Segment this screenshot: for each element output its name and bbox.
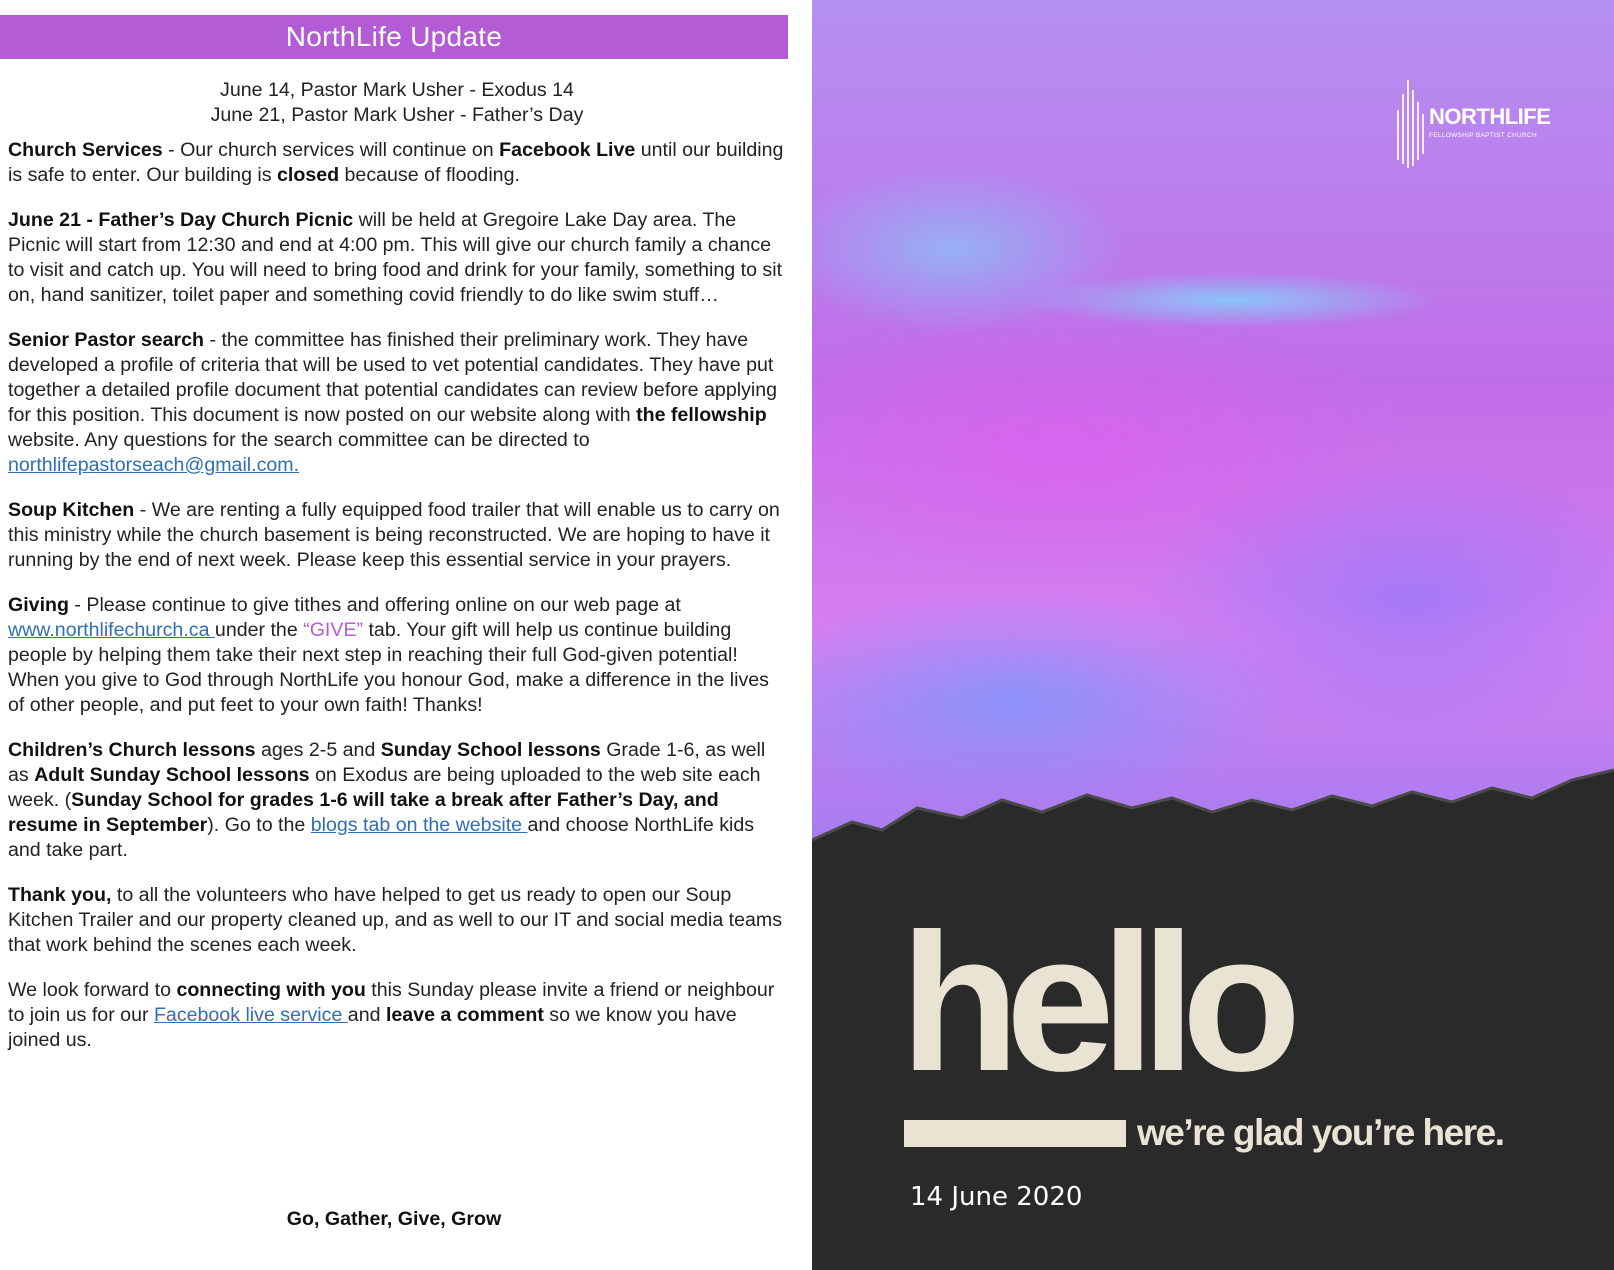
text: tab. Your gift will help us continue building people by helping them take their next step in reaching their full God-given potential! When you give to God through NorthLife you honour God, make a difference in the lives of other people, and put feet to your own faith! Thanks! (8, 619, 769, 716)
giving-paragraph (8, 593, 786, 718)
text: - Our church services will continue on (162, 139, 500, 161)
hello-heading: hello (900, 893, 1288, 1112)
text: - the committee has finished their preliminary work. They have developed a profile of criteria that will be used to vet potential candidates. They have put together a detailed profile document that potential candidates can review before applying for this position. This document is now posted on our website along with (8, 329, 778, 426)
picnic-paragraph (8, 208, 786, 308)
text: website. Any questions for the search committee can be directed to (8, 429, 590, 451)
schedule-line: June 21, Pastor Mark Usher - Father’s Day (210, 104, 584, 126)
text: and choose NorthLife kids and take part. (8, 814, 755, 861)
text: and (347, 1004, 386, 1026)
search-email-link[interactable]: northlifepastorseach@gmail.com. (8, 454, 300, 476)
bulletin-body (8, 78, 786, 1073)
text: Grade 1-6, as well as (8, 739, 766, 786)
logo-subtitle: FELLOWSHIP BAPTIST CHURCH (1429, 132, 1538, 139)
heading: Thank you, (8, 884, 112, 906)
text: ages 2-5 and (255, 739, 381, 761)
sermon-schedule (8, 78, 786, 128)
text: until our building is safe to enter. Our building is (8, 139, 784, 186)
blogs-tab-link[interactable]: blogs tab on the website (310, 814, 528, 836)
motto: Go, Gather, Give, Grow (286, 1208, 502, 1230)
text: will be held at Gregoire Lake Day area. The Picnic will start from 12:30 and end at 4:00 pm. This will give our church family a chance to visit and catch up. You will need to bring food and drink for your family, something to sit on, hand sanitizer, toilet paper and something covid friendly to do like swim stuff… (8, 209, 783, 306)
heading: Soup Kitchen (8, 499, 135, 521)
text: this Sunday please invite a friend or neighbour to join us for our (8, 979, 775, 1026)
church-website-link[interactable]: www.northlifechurch.ca (8, 619, 215, 641)
emphasis: the fellowship (636, 404, 767, 426)
emphasis: Adult Sunday School lessons (34, 764, 310, 786)
facebook-live-link[interactable]: Facebook live service (153, 1004, 348, 1026)
tagline: we’re glad you’re here. (1137, 1112, 1504, 1153)
emphasis: leave a comment (385, 1004, 544, 1026)
emphasis: closed (277, 164, 340, 186)
logo-name: NORTHLIFE (1429, 104, 1551, 129)
text: to all the volunteers who have helped to get us ready to open our Soup Kitchen Trailer and our property cleaned up, and as well to our IT and social media teams that work behind the scenes each week. (8, 884, 783, 956)
emphasis: Sunday School for grades 1-6 will take a break after Father’s Day, and resume in September (8, 789, 719, 836)
bulletin-date: 14 June 2020 (910, 1182, 1083, 1212)
closing-paragraph (8, 978, 786, 1053)
pastor-search-paragraph (8, 328, 786, 478)
heading: Senior Pastor search (8, 329, 205, 351)
text: under the (214, 619, 304, 641)
emphasis: Sunday School lessons (380, 739, 601, 761)
heading: June 21 - Father’s Day Church Picnic (8, 209, 354, 231)
text: We look forward to (8, 979, 177, 1001)
heading: Church Services (8, 139, 163, 161)
text: so we know you have joined us. (8, 1004, 737, 1051)
soup-kitchen-paragraph (8, 498, 786, 573)
update-banner: NorthLife Update (0, 15, 788, 59)
text: ). Go to the (207, 814, 311, 836)
text: on Exodus are being uploaded to the web site each week. ( (8, 764, 761, 811)
cover-page (812, 0, 1614, 1270)
underline-bar (904, 1120, 1126, 1147)
text: - Please continue to give tithes and offering online on our web page at (68, 594, 681, 616)
emphasis: Facebook Live (499, 139, 636, 161)
heading: Giving (8, 594, 69, 616)
schedule-line: June 14, Pastor Mark Usher - Exodus 14 (220, 79, 574, 101)
give-tab-label: “GIVE” (303, 619, 364, 641)
children-lessons-paragraph (8, 738, 786, 863)
heading: Children’s Church lessons (8, 739, 256, 761)
text: because of flooding. (339, 164, 520, 186)
church-services-paragraph (8, 138, 786, 188)
emphasis: connecting with you (176, 979, 366, 1001)
text: - We are renting a fully equipped food trailer that will enable us to carry on this ministry while the church basement is being reconstructed. We are hoping to have it running by the end of next week. Please keep this essential service in your prayers. (8, 499, 780, 571)
thank-you-paragraph (8, 883, 786, 958)
northlife-logo (1397, 80, 1551, 170)
